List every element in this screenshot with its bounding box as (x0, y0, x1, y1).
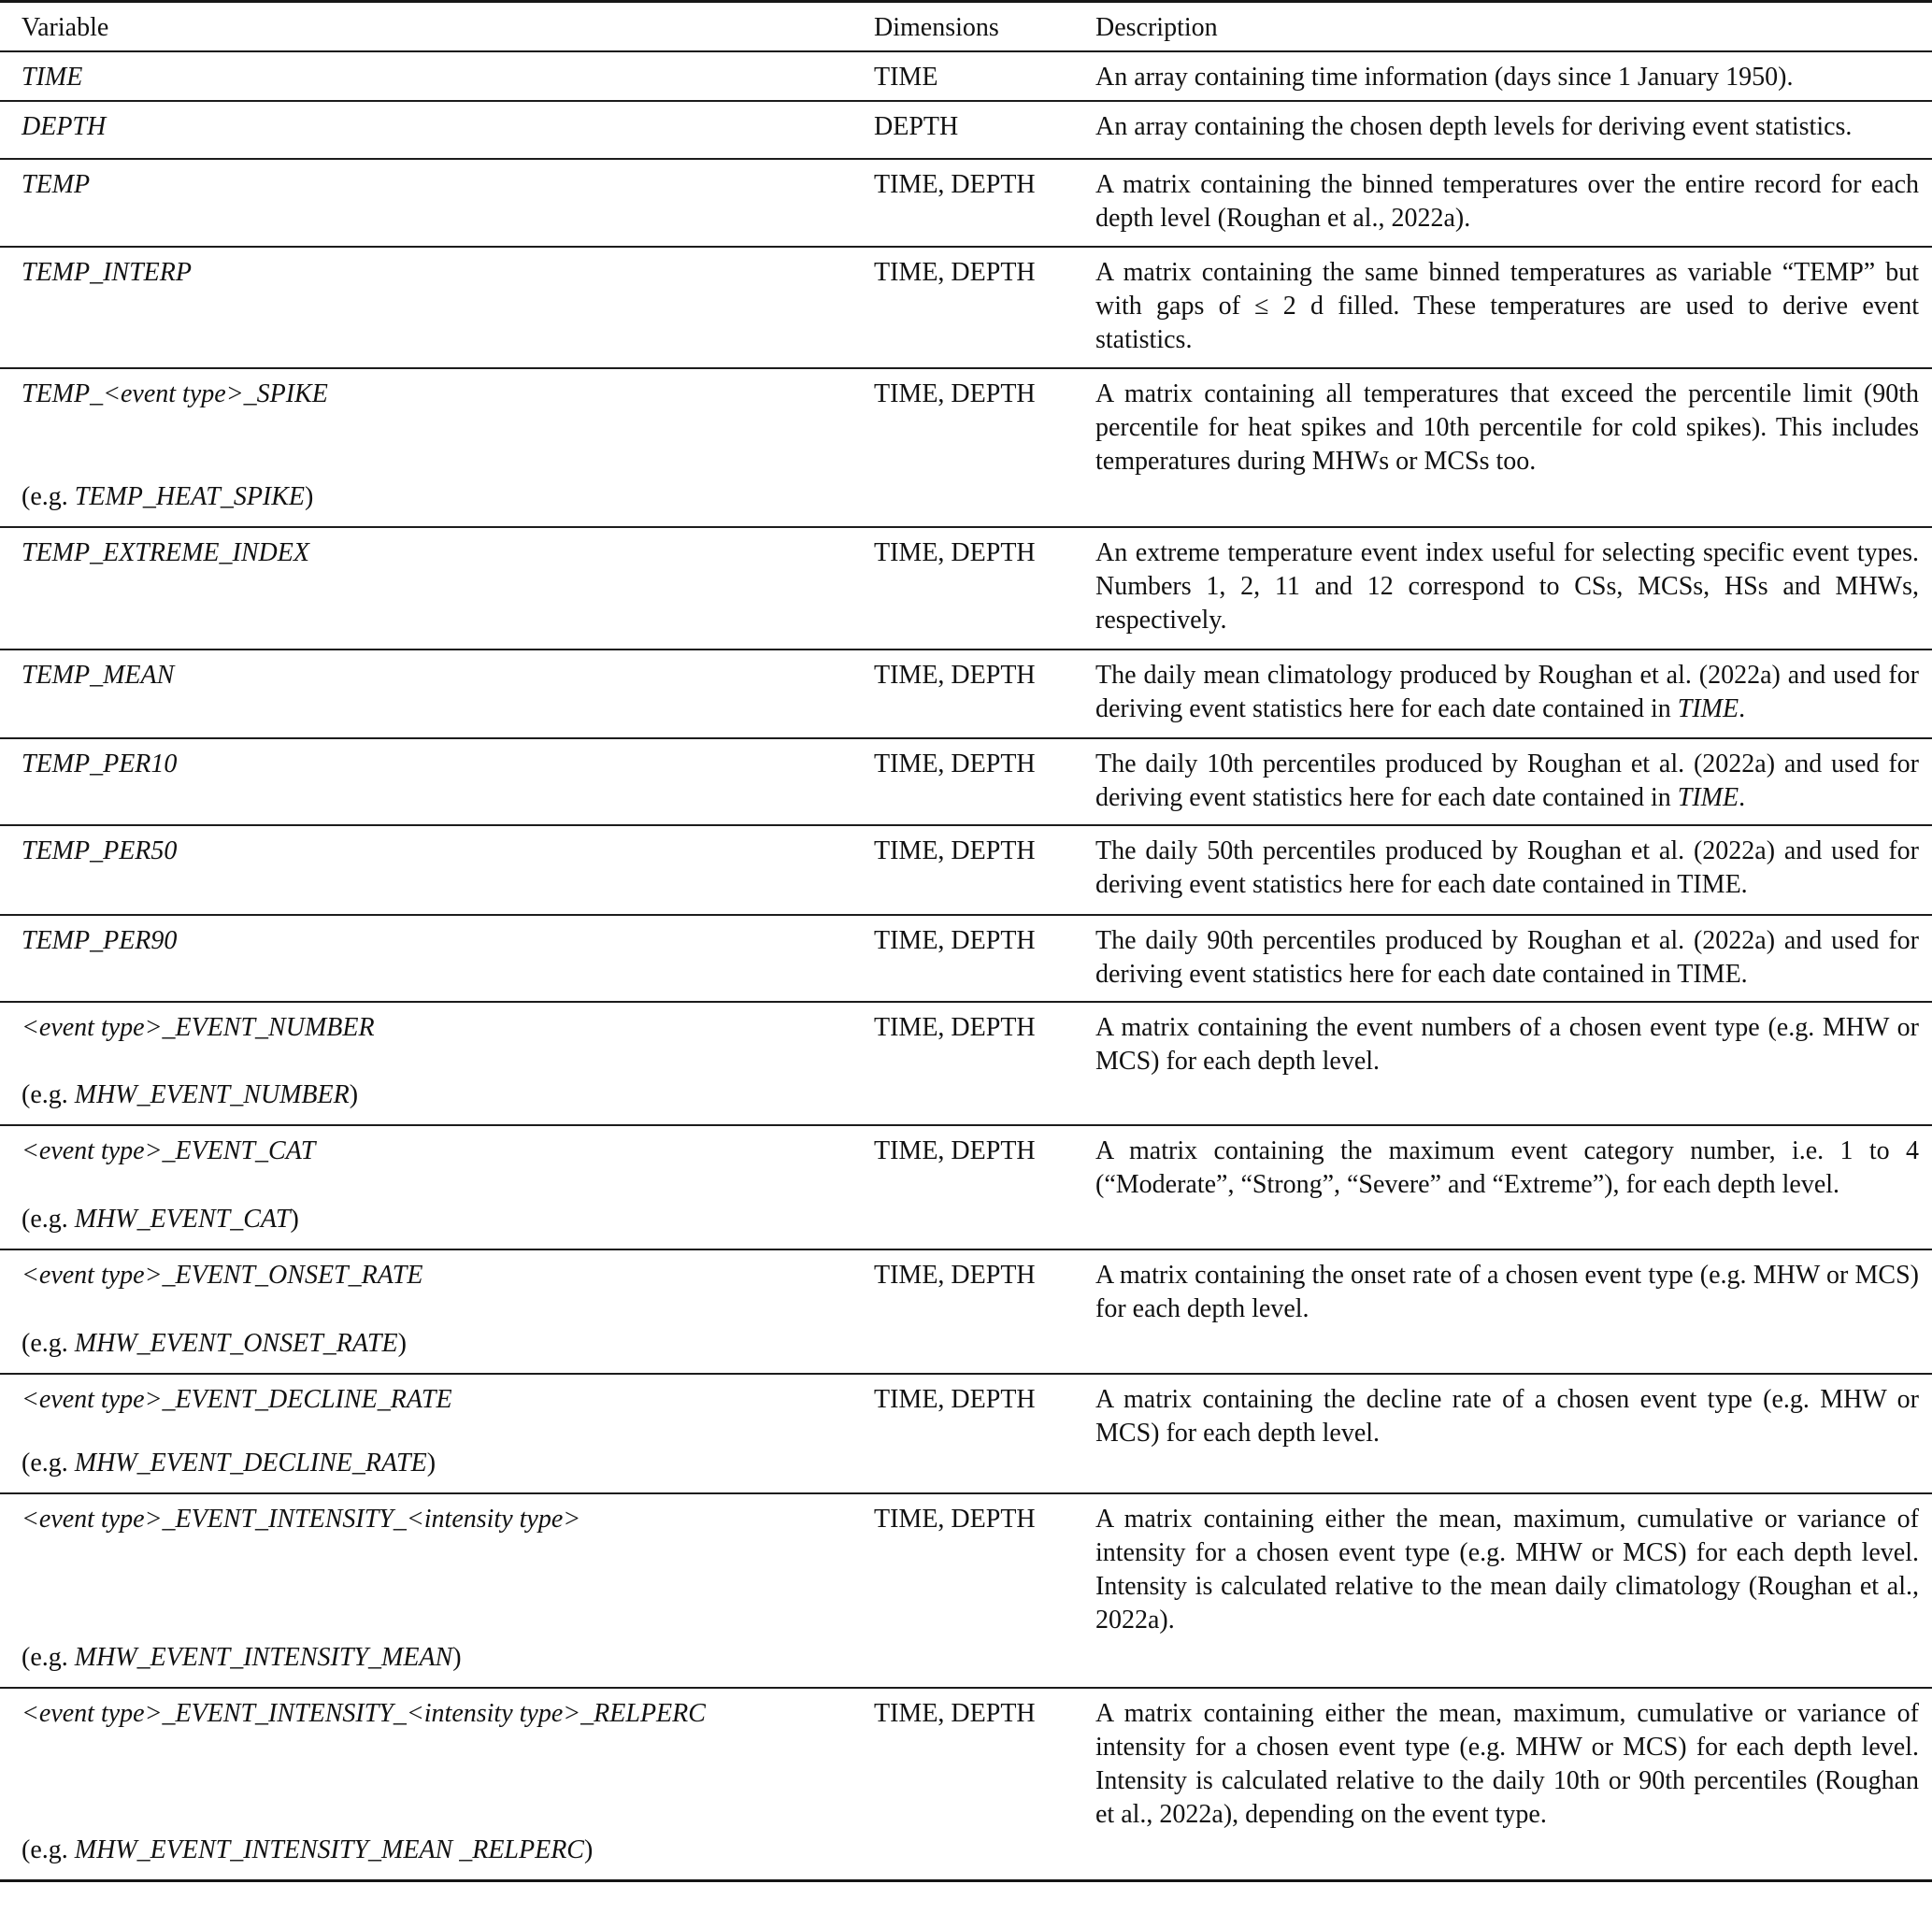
description-cell: The daily 50th percentiles produced by Roughan et al. (2022a) and used for deriving event statistics here for each date contained in TIME. (1095, 836, 1919, 899)
variable-cell (0, 738, 874, 825)
description-cell: A matrix containing all temperatures that exceed the percentile limit (90th percentile for heat spikes and 10th percentile for cold spikes). This includes temperatures during MHWs or MCSs too. (1095, 379, 1919, 476)
variable-name: <event type>_EVENT_NUMBER (21, 1013, 375, 1042)
table-row (0, 159, 1932, 247)
table-row (0, 1249, 1932, 1374)
variable-name: <event type>_EVENT_DECLINE_RATE (21, 1385, 452, 1414)
variable-name: TEMP_PER50 (21, 836, 178, 865)
variable-name: TEMP_EXTREME_INDEX (21, 538, 309, 567)
variable-cell (0, 825, 874, 915)
description-cell: An array containing time information (days since 1 January 1950). (1095, 63, 1794, 92)
variable-cell (0, 101, 874, 159)
variable-cell (0, 915, 874, 1002)
dimensions-cell: TIME, DEPTH (874, 538, 1036, 567)
variable-example: (e.g. MHW_EVENT_INTENSITY_MEAN) (21, 1643, 462, 1672)
variable-name: TEMP (21, 170, 91, 199)
dimensions-cell: TIME, DEPTH (874, 926, 1036, 955)
column-header-description: Description (1095, 13, 1218, 42)
dimensions-cell: TIME, DEPTH (874, 1013, 1036, 1042)
dimensions-cell: TIME, DEPTH (874, 1261, 1036, 1290)
table-header (0, 2, 1932, 52)
variable-example: (e.g. MHW_EVENT_DECLINE_RATE) (21, 1449, 436, 1478)
description-cell: A matrix containing the maximum event category number, i.e. 1 to 4 (“Moderate”, “Strong”, “Severe” and “Extreme”), for each depth level. (1095, 1136, 1919, 1199)
variable-name: <event type>_EVENT_CAT (21, 1136, 316, 1165)
table-row (0, 368, 1932, 527)
header-row (0, 2, 1932, 52)
variable-name: TEMP_PER10 (21, 749, 178, 778)
table-body (0, 51, 1932, 1880)
variable-example: (e.g. MHW_EVENT_CAT) (21, 1205, 299, 1234)
table-row (0, 1002, 1932, 1125)
variable-cell (0, 1493, 874, 1688)
column-header-dimensions: Dimensions (874, 13, 999, 42)
variable-cell (0, 51, 874, 101)
description-cell: A matrix containing the onset rate of a chosen event type (e.g. MHW or MCS) for each depth level. (1095, 1261, 1919, 1323)
dimensions-cell: TIME, DEPTH (874, 1699, 1036, 1728)
table-row (0, 1493, 1932, 1688)
variable-cell (0, 650, 874, 738)
table-row (0, 527, 1932, 650)
variable-cell (0, 159, 874, 247)
table-row (0, 51, 1932, 101)
variable-name: TEMP_INTERP (21, 258, 192, 287)
variable-cell (0, 1002, 874, 1125)
variable-name: TIME (21, 63, 83, 92)
column-header-variable: Variable (21, 13, 109, 42)
variable-cell (0, 368, 874, 527)
dimensions-cell: TIME, DEPTH (874, 1505, 1036, 1534)
table-row (0, 101, 1932, 159)
dimensions-cell: TIME, DEPTH (874, 170, 1036, 199)
table-row (0, 247, 1932, 368)
variable-cell (0, 1125, 874, 1249)
table-row (0, 825, 1932, 915)
variable-cell (0, 1249, 874, 1374)
variable-example: (e.g. MHW_EVENT_INTENSITY_MEAN _RELPERC) (21, 1834, 594, 1864)
dimensions-cell: DEPTH (874, 112, 959, 141)
variable-name: TEMP_PER90 (21, 926, 178, 955)
dimensions-cell: TIME, DEPTH (874, 258, 1036, 287)
variable-example: (e.g. MHW_EVENT_NUMBER) (21, 1080, 359, 1109)
variable-cell (0, 1374, 874, 1493)
table-row (0, 915, 1932, 1002)
dimensions-cell: TIME, DEPTH (874, 379, 1036, 408)
description-cell: A matrix containing either the mean, maximum, cumulative or variance of intensity for a chosen event type (e.g. MHW or MCS) for each depth level. Intensity is calculated relative to the mean daily climatology (Roughan et al., 2022a). (1095, 1505, 1919, 1635)
description-cell: A matrix containing the event numbers of a chosen event type (e.g. MHW or MCS) for each depth level. (1095, 1013, 1919, 1076)
description-cell: An array containing the chosen depth levels for deriving event statistics. (1095, 112, 1853, 141)
dimensions-cell: TIME, DEPTH (874, 1385, 1036, 1414)
variable-name: TEMP_MEAN (21, 661, 175, 690)
table-row (0, 1125, 1932, 1249)
variable-example: (e.g. MHW_EVENT_ONSET_RATE) (21, 1329, 407, 1358)
variable-name: <event type>_EVENT_INTENSITY_<intensity type> (21, 1505, 581, 1534)
description-cell: A matrix containing the decline rate of a chosen event type (e.g. MHW or MCS) for each depth level. (1095, 1385, 1919, 1448)
variable-name: <event type>_EVENT_INTENSITY_<intensity type>_RELPERC (21, 1699, 706, 1728)
description-cell: An extreme temperature event index useful for selecting specific event types. Numbers 1, 2, 11 and 12 correspond to CSs, MCSs, HSs and MHWs, respectively. (1095, 538, 1919, 635)
dimensions-cell: TIME, DEPTH (874, 836, 1036, 865)
description-cell: A matrix containing the same binned temperatures as variable “TEMP” but with gaps of ≤ 2 d filled. These temperatures are used to derive event statistics. (1095, 258, 1919, 354)
dimensions-cell: TIME, DEPTH (874, 1136, 1036, 1165)
dimensions-cell: TIME, DEPTH (874, 661, 1036, 690)
table-row (0, 1688, 1932, 1880)
description-cell: A matrix containing the binned temperatures over the entire record for each depth level (Roughan et al., 2022a). (1095, 170, 1919, 233)
variable-name: DEPTH (21, 112, 107, 141)
variable-cell (0, 527, 874, 650)
table-row (0, 650, 1932, 738)
table-row (0, 1374, 1932, 1493)
dimensions-cell: TIME, DEPTH (874, 749, 1036, 778)
variable-example: (e.g. TEMP_HEAT_SPIKE) (21, 482, 314, 511)
variable-cell (0, 247, 874, 368)
variable-name: TEMP_<event type>_SPIKE (21, 379, 328, 408)
description-cell: The daily 90th percentiles produced by Roughan et al. (2022a) and used for deriving event statistics here for each date contained in TIME. (1095, 926, 1919, 989)
description-cell: The daily mean climatology produced by Roughan et al. (2022a) and used for deriving event statistics here for each date contained in TIME. (1095, 661, 1919, 723)
table-row (0, 738, 1932, 825)
dimensions-cell: TIME (874, 63, 938, 92)
description-cell: The daily 10th percentiles produced by Roughan et al. (2022a) and used for deriving event statistics here for each date contained in TIME. (1095, 749, 1919, 812)
variable-name: <event type>_EVENT_ONSET_RATE (21, 1261, 423, 1290)
description-cell: A matrix containing either the mean, maximum, cumulative or variance of intensity for a chosen event type (e.g. MHW or MCS) for each depth level. Intensity is calculated relative to the daily 10th or 90th percentiles (Roughan et al., 2022a), depending on the event type. (1095, 1699, 1919, 1829)
variable-cell (0, 1688, 874, 1880)
